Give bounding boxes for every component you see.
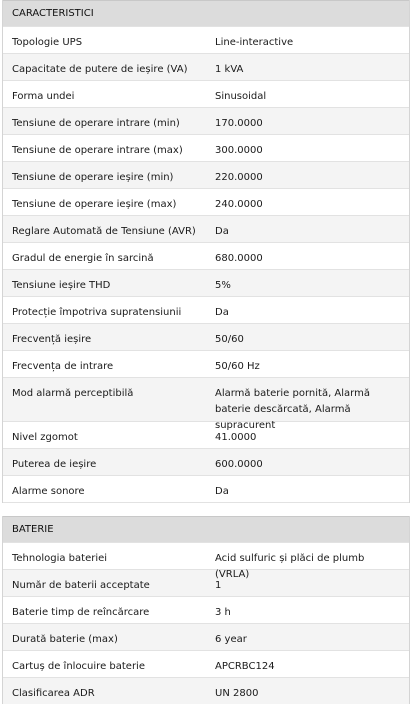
spec-value: 3 h [215, 607, 231, 618]
spec-label: Tensiune de operare intrare (min) [12, 118, 180, 129]
spec-value: APCRBC124 [215, 661, 275, 672]
spec-value: 6 year [215, 634, 247, 645]
spec-label: Număr de baterii acceptate [12, 580, 150, 591]
spec-label: Frecvență ieșire [12, 334, 92, 345]
spec-value: Acid sulfuric și plăci de plumb (VRLA) [215, 553, 365, 580]
spec-row [3, 650, 409, 677]
section-header: BATERIE [3, 516, 409, 542]
spec-value: 600.0000 [215, 459, 263, 470]
spec-label: Frecvența de intrare [12, 361, 114, 372]
spec-row [3, 26, 409, 53]
spec-value: 240.0000 [215, 199, 263, 210]
spec-value: Alarmă baterie pornită, Alarmă baterie descărcată, Alarmă supracurent [215, 388, 370, 431]
spec-row [3, 107, 409, 134]
section-gap [2, 503, 410, 516]
spec-label: Clasificarea ADR [12, 688, 95, 699]
spec-value: 680.0000 [215, 253, 263, 264]
spec-row [3, 296, 409, 323]
spec-value: 220.0000 [215, 172, 263, 183]
spec-label: Gradul de energie în sarcină [12, 253, 154, 264]
spec-value: 50/60 Hz [215, 361, 260, 372]
spec-row [3, 188, 409, 215]
section-caracteristici [2, 0, 410, 503]
spec-label: Nivel zgomot [12, 432, 78, 443]
spec-label: Forma undei [12, 91, 75, 102]
spec-row [3, 242, 409, 269]
spec-value: 41.0000 [215, 432, 257, 443]
spec-row [3, 421, 409, 448]
spec-label: Mod alarmă perceptibilă [12, 388, 134, 399]
spec-label: Tehnologia bateriei [12, 553, 108, 564]
spec-label: Durată baterie (max) [12, 634, 118, 645]
spec-row [3, 569, 409, 596]
spec-row [3, 215, 409, 242]
spec-label: Tensiune de operare intrare (max) [12, 145, 183, 156]
spec-value: 1 [215, 580, 222, 591]
spec-label: Alarme sonore [12, 486, 85, 497]
specs-page [2, 0, 410, 704]
spec-label: Reglare Automată de Tensiune (AVR) [12, 226, 196, 237]
spec-label: Tensiune de operare ieșire (max) [12, 199, 177, 210]
spec-label: Cartuș de înlocuire baterie [12, 661, 145, 672]
spec-value: 1 kVA [215, 64, 244, 75]
spec-row [3, 475, 409, 503]
spec-label: Tensiune de operare ieșire (min) [12, 172, 174, 183]
spec-row [3, 596, 409, 623]
spec-row [3, 623, 409, 650]
spec-row [3, 448, 409, 475]
spec-value: Da [215, 307, 229, 318]
spec-label: Capacitate de putere de ieșire (VA) [12, 64, 188, 75]
spec-row [3, 269, 409, 296]
spec-row [3, 677, 409, 704]
spec-row [3, 350, 409, 377]
spec-row [3, 80, 409, 107]
spec-row [3, 161, 409, 188]
spec-label: Protecție împotriva supratensiunii [12, 307, 182, 318]
spec-row [3, 377, 409, 431]
section-header: CARACTERISTICI [3, 0, 409, 26]
spec-label: Topologie UPS [12, 37, 83, 48]
spec-value: 170.0000 [215, 118, 263, 129]
spec-row [3, 542, 409, 580]
spec-row [3, 134, 409, 161]
spec-value: UN 2800 [215, 688, 259, 699]
spec-label: Tensiune ieșire THD [12, 280, 111, 291]
spec-label: Puterea de ieșire [12, 459, 97, 470]
spec-value: Da [215, 226, 229, 237]
spec-value: Line-interactive [215, 37, 294, 48]
spec-value: Sinusoidal [215, 91, 267, 102]
section-baterie [2, 516, 410, 704]
spec-row [3, 323, 409, 350]
spec-row [3, 53, 409, 80]
spec-value: Da [215, 486, 229, 497]
spec-value: 5% [215, 280, 231, 291]
spec-value: 300.0000 [215, 145, 263, 156]
spec-value: 50/60 [215, 334, 244, 345]
spec-label: Baterie timp de reîncărcare [12, 607, 150, 618]
